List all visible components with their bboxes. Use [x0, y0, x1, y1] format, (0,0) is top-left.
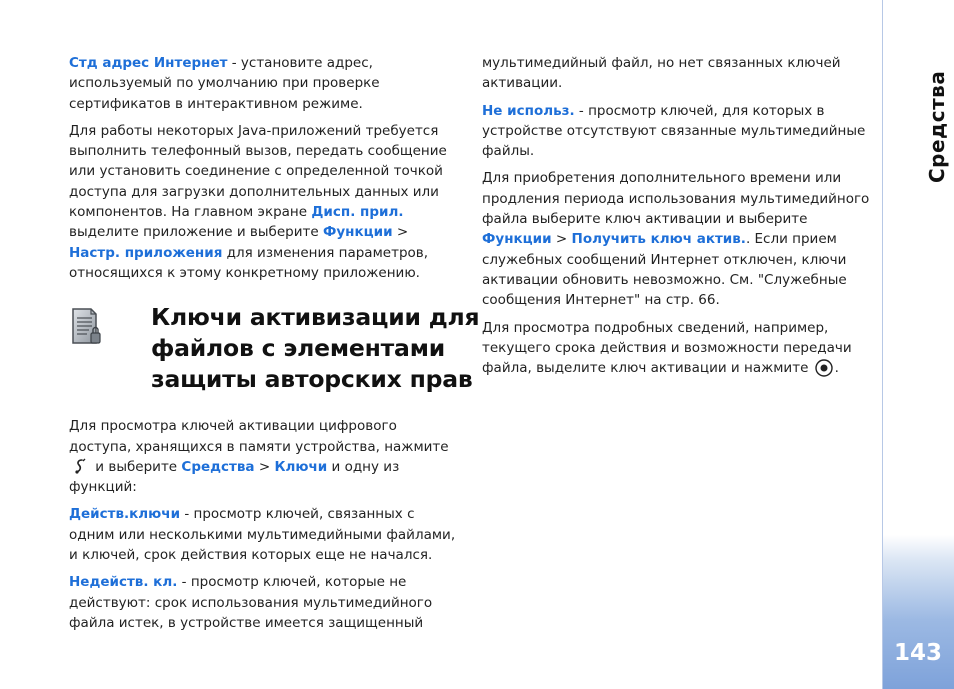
left-column — [69, 53, 480, 640]
joystick-select-icon — [813, 358, 835, 378]
paragraph-text: и одну из функций: — [69, 458, 400, 496]
page-number: 143 — [893, 640, 942, 666]
paragraph-text: . — [834, 360, 839, 377]
paragraph-view-details — [482, 318, 874, 379]
key-document-icon — [69, 306, 105, 350]
menu-key-icon — [69, 458, 91, 476]
paragraph-valid-keys — [69, 504, 461, 565]
paragraph-get-key — [482, 168, 874, 310]
paragraph-text: и выберите — [91, 458, 182, 475]
separator: > — [551, 231, 572, 248]
paragraph-unused-keys — [482, 101, 874, 162]
term-get-activation-key: Получить ключ актив. — [571, 231, 746, 248]
section-heading-block — [69, 302, 480, 394]
term-invalid-keys: Недейств. кл. — [69, 574, 178, 591]
term-app-settings: Настр. приложения — [69, 244, 223, 261]
paragraph-text: - просмотр ключей, для которых в устройстве отсутствуют связанные мультимедийные файлы. — [482, 102, 866, 160]
paragraph-text: - просмотр ключей, связанных с одним или несколькими мультимедийными файлами, и ключей, срок действия которых еще не начался. — [69, 506, 456, 564]
paragraph-text: мультимедийный файл, но нет связанных ключей активации. — [482, 55, 841, 92]
term-apps-screen: Дисп. прил. — [311, 204, 404, 221]
term-tools: Средства — [181, 458, 255, 475]
paragraph-text: Для просмотра подробных сведений, например, текущего срока действия и возможности передачи файла, выделите ключ активации и нажмите — [482, 319, 852, 377]
term-default-web-address: Стд адрес Интернет — [69, 55, 228, 71]
paragraph-text: Для работы некоторых Java-приложений требуется выполнить телефонный вызов, передать сообщение или установить соединение с определенной точкой доступа для загрузки дополнительных данных или компонентов. На главном экране — [69, 122, 447, 221]
term-unused-keys: Не использ. — [482, 102, 575, 119]
chapter-title-vertical — [891, 55, 949, 185]
paragraph-view-keys — [69, 416, 461, 497]
separator: > — [254, 458, 275, 475]
paragraph-text: выделите приложение и выберите — [69, 224, 323, 241]
paragraph-invalid-keys — [69, 572, 461, 633]
right-column — [482, 53, 874, 385]
paragraph-default-web-address — [69, 53, 461, 114]
paragraph-java-apps — [69, 121, 461, 283]
paragraph-continuation — [482, 53, 874, 94]
chapter-title: Средства — [925, 70, 949, 183]
separator: > — [392, 224, 409, 241]
paragraph-text: Для просмотра ключей активации цифрового доступа, хранящихся в памяти устройства, нажмите — [69, 418, 449, 455]
term-options: Функции — [482, 231, 552, 248]
paragraph-text: - установите адрес, используемый по умолчанию при проверке сертификатов в интерактивном режиме. — [69, 55, 380, 112]
paragraph-text: Для приобретения дополнительного времени или продления периода использования мультимедийного файла выберите ключ активации и выберите — [482, 170, 870, 228]
term-keys: Ключи — [274, 458, 328, 475]
paragraph-text: . Если прием служебных сообщений Интернет отключен, ключи активации обновить невозможно. См. "Служебные сообщения Интернет" на стр. 66. — [482, 231, 847, 309]
section-heading: Ключи активизации для файлов с элементами защиты авторских прав — [151, 303, 480, 394]
paragraph-text: для изменения параметров, относящихся к этому конкретному приложению. — [69, 244, 429, 281]
term-options: Функции — [322, 224, 393, 241]
term-valid-keys: Действ.ключи — [69, 506, 181, 523]
paragraph-text: - просмотр ключей, которые не действуют: срок использования мультимедийного файла истек, в устройстве имеется защищенный — [69, 574, 433, 631]
